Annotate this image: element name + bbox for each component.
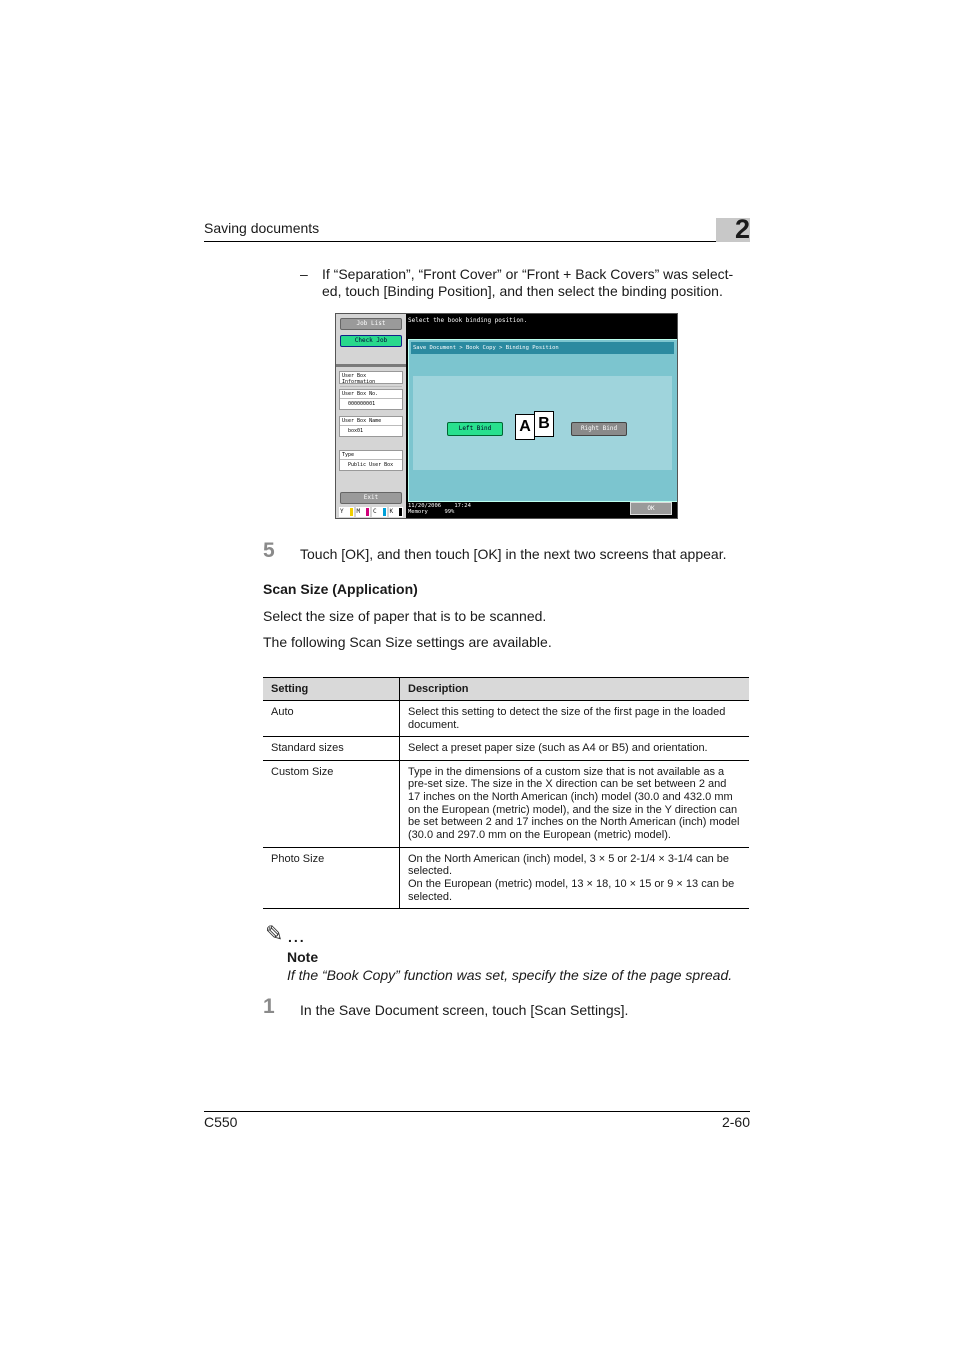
header-rule xyxy=(204,241,750,242)
note-text: If the “Book Copy” function was set, specify the size of the page spread. xyxy=(287,967,733,983)
footer-rule xyxy=(204,1111,750,1112)
breadcrumb: Save Document > Book Copy > Binding Position xyxy=(411,342,674,354)
toner-indicators xyxy=(339,507,403,517)
box-name-caption: User Box Name xyxy=(340,417,402,426)
table-row xyxy=(263,760,749,847)
type-value: Public User Box xyxy=(348,462,394,468)
setting-cell: Photo Size xyxy=(263,847,400,908)
table-row xyxy=(263,701,749,737)
exit-button[interactable]: Exit xyxy=(340,492,402,504)
check-job-button[interactable]: Check Job xyxy=(340,335,402,347)
right-bind-button[interactable]: Right Bind xyxy=(571,422,627,436)
note-label: Note xyxy=(287,949,319,965)
setting-cell: Custom Size xyxy=(263,760,400,847)
status-date: 11/20/2006 xyxy=(408,503,442,509)
table-header-row xyxy=(263,678,749,701)
note-dots: ... xyxy=(288,929,306,945)
step-number-5: 5 xyxy=(263,539,275,562)
table-row xyxy=(263,847,749,908)
table-row xyxy=(263,737,749,761)
description-cell: On the North American (inch) model, 3 × 5 or 2-1/4 × 3-1/4 can be selected. On the European (metric) model, 13 × 18, 10 × 15 or 9 × 13 can be selected. xyxy=(400,847,750,908)
user-box-info-header xyxy=(339,371,403,384)
work-area xyxy=(408,339,678,502)
toner-magenta: M xyxy=(356,507,371,517)
user-box-no-field xyxy=(339,389,403,410)
toner-cyan: C xyxy=(372,507,387,517)
binding-position-screenshot xyxy=(335,313,678,519)
main-panel xyxy=(406,314,678,519)
screen-message: Select the book binding position. xyxy=(408,317,528,324)
job-list-button[interactable]: Job List xyxy=(340,318,402,330)
setting-cell: Standard sizes xyxy=(263,737,400,761)
description-cell: Select a preset paper size (such as A4 or B5) and orientation. xyxy=(400,737,750,761)
description-cell: Type in the dimensions of a custom size that is not available as a pre-set size. The size in the X direction can be set between 2 and 17 inches on the North American (inch) model (30.0 and 432.0 mm on the European (metric) model), and the size in the Y direction can be set between 2 and 17 inches on the North American (inch) model (30.0 and 297.0 mm on the European (metric) model). xyxy=(400,760,750,847)
book-page-right: B xyxy=(534,411,554,437)
left-bind-button[interactable]: Left Bind xyxy=(447,422,503,436)
step-5-text: Touch [OK], and then touch [OK] in the next two screens that appear. xyxy=(300,546,727,562)
toner-yellow: Y xyxy=(339,507,354,517)
step-number-1: 1 xyxy=(263,995,275,1018)
left-panel xyxy=(336,314,406,519)
toner-black: K xyxy=(389,507,404,517)
running-header-title: Saving documents xyxy=(204,220,320,236)
ok-button[interactable]: OK xyxy=(630,502,672,515)
box-no-value: 000000001 xyxy=(348,401,376,407)
box-no-caption: User Box No. xyxy=(340,390,402,399)
status-memory-label: Memory xyxy=(408,509,428,515)
substep-item xyxy=(300,266,752,300)
footer-page-number: 2-60 xyxy=(721,1114,750,1130)
substep-dash: – xyxy=(300,266,308,282)
column-header-description: Description xyxy=(400,678,750,701)
box-name-value: box01 xyxy=(348,428,364,434)
description-cell: Select this setting to detect the size of the first page in the loaded document. xyxy=(400,701,750,737)
footer-model: C550 xyxy=(204,1114,238,1130)
status-bar xyxy=(408,503,471,515)
step-1-text: In the Save Document screen, touch [Scan Settings]. xyxy=(300,1002,629,1018)
status-memory-value: 99% xyxy=(444,509,455,515)
setting-cell: Auto xyxy=(263,701,400,737)
panel-divider xyxy=(336,364,406,367)
section-para-1: Select the size of paper that is to be scanned. xyxy=(263,608,547,624)
open-book-icon xyxy=(515,414,553,442)
substep-text: If “Separation”, “Front Cover” or “Front + Back Covers” was select-ed, touch [Binding Position], and then select the binding position. xyxy=(322,266,734,299)
user-box-type-field xyxy=(339,450,403,471)
chapter-number: 2 xyxy=(734,214,750,244)
type-caption: Type xyxy=(340,451,402,460)
info-header-label: User Box Information xyxy=(340,372,402,387)
status-time: 17:24 xyxy=(454,503,471,509)
book-page-left: A xyxy=(515,414,535,440)
user-box-name-field xyxy=(339,416,403,437)
scan-size-table xyxy=(263,677,749,909)
column-header-setting: Setting xyxy=(263,678,400,701)
pencil-icon: ✎ xyxy=(265,921,284,946)
section-heading: Scan Size (Application) xyxy=(263,581,418,597)
section-para-2: The following Scan Size settings are available. xyxy=(263,634,552,650)
